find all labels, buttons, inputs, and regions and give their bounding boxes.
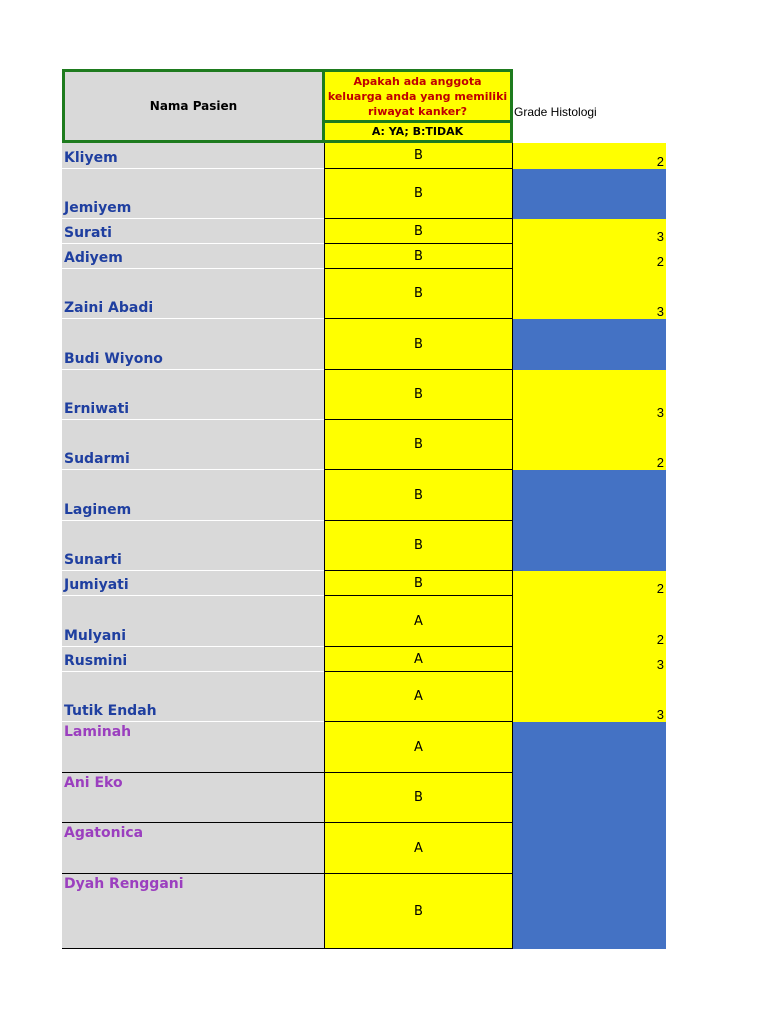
patient-name: Erniwati [64, 401, 130, 417]
answer-value: B [414, 148, 423, 163]
name-cell[interactable] [62, 370, 325, 420]
answer-value: B [414, 538, 423, 553]
grade-cell[interactable] [513, 874, 666, 949]
patient-name: Ani Eko [64, 775, 123, 791]
patient-name: Jumiyati [64, 577, 129, 593]
answer-value: A [414, 651, 423, 667]
answer-cell[interactable] [324, 319, 513, 370]
grade-cell[interactable] [513, 319, 666, 370]
answer-cell[interactable] [324, 269, 513, 319]
answer-cell[interactable] [324, 219, 513, 244]
grade-value: 2 [656, 581, 664, 596]
grade-value: 3 [656, 657, 664, 672]
answer-cell[interactable] [324, 823, 513, 874]
answer-value: B [414, 336, 423, 352]
patient-name: Jemiyem [64, 200, 132, 216]
patient-name: Zaini Abadi [64, 300, 154, 316]
name-cell[interactable] [62, 319, 325, 370]
header-nama-pasien[interactable] [62, 69, 325, 143]
patient-name: Budi Wiyono [64, 351, 163, 367]
answer-cell[interactable] [324, 874, 513, 949]
grade-cell[interactable] [513, 470, 666, 521]
grade-cell[interactable] [513, 521, 666, 571]
answer-value: B [414, 286, 423, 301]
header-grade-label: Grade Histologi [514, 105, 597, 119]
answer-cell[interactable] [324, 370, 513, 420]
name-cell[interactable] [62, 722, 325, 773]
name-cell[interactable] [62, 169, 325, 219]
answer-value: B [414, 790, 423, 805]
name-cell[interactable] [62, 874, 325, 949]
answer-value: A [414, 613, 423, 629]
patient-name: Surati [64, 225, 112, 241]
name-cell[interactable] [62, 420, 325, 470]
grade-cell[interactable] [513, 571, 666, 596]
grade-value: 2 [656, 632, 664, 647]
answer-value: B [414, 186, 423, 201]
name-cell[interactable] [62, 244, 325, 269]
answer-cell[interactable] [324, 521, 513, 571]
answer-cell[interactable] [324, 169, 513, 219]
grade-cell[interactable] [513, 823, 666, 874]
answer-cell[interactable] [324, 143, 513, 169]
answer-cell[interactable] [324, 596, 513, 647]
grade-cell[interactable] [513, 244, 666, 269]
grade-cell[interactable] [513, 596, 666, 647]
grade-value: 2 [656, 254, 664, 269]
patient-name: Mulyani [64, 628, 127, 644]
header-options[interactable] [322, 120, 513, 143]
grade-cell[interactable] [513, 169, 666, 219]
header-question[interactable] [322, 69, 513, 123]
name-cell[interactable] [62, 521, 325, 571]
header-options-label: A: YA; B:TIDAK [371, 125, 464, 138]
name-cell[interactable] [62, 773, 325, 823]
patient-name: Tutik Endah [64, 703, 157, 719]
answer-cell[interactable] [324, 244, 513, 269]
grade-cell[interactable] [513, 219, 666, 244]
name-cell[interactable] [62, 596, 325, 647]
name-cell[interactable] [62, 143, 325, 169]
answer-value: B [414, 487, 423, 503]
grade-cell[interactable] [513, 370, 666, 420]
answer-value: B [414, 248, 423, 264]
table-bottom-border [62, 948, 325, 949]
answer-cell[interactable] [324, 773, 513, 823]
answer-value: A [414, 739, 423, 755]
grade-cell[interactable] [513, 672, 666, 722]
name-cell[interactable] [62, 672, 325, 722]
grade-value: 3 [656, 229, 664, 244]
patient-name: Kliyem [64, 150, 118, 166]
patient-name: Laginem [64, 502, 132, 518]
patient-name: Rusmini [64, 653, 128, 669]
patient-name: Sunarti [64, 552, 122, 568]
answer-value: A [414, 840, 423, 856]
answer-value: B [414, 387, 423, 402]
header-grade-histologi[interactable] [514, 100, 664, 124]
name-cell[interactable] [62, 647, 325, 672]
answer-value: A [414, 689, 423, 704]
answer-value: B [414, 575, 423, 591]
answer-cell[interactable] [324, 722, 513, 773]
answer-cell[interactable] [324, 420, 513, 470]
answer-value: B [414, 903, 423, 919]
patient-name: Laminah [64, 724, 132, 740]
patient-name: Agatonica [64, 825, 144, 841]
grade-cell[interactable] [513, 773, 666, 823]
name-cell[interactable] [62, 823, 325, 874]
answer-value: B [414, 437, 423, 452]
grade-value: 3 [656, 405, 664, 420]
patient-name: Adiyem [64, 250, 123, 266]
grade-cell[interactable] [513, 722, 666, 773]
grade-value: 2 [656, 455, 664, 470]
grade-value: 3 [656, 304, 664, 319]
name-cell[interactable] [62, 269, 325, 319]
grade-cell[interactable] [513, 420, 666, 470]
answer-cell[interactable] [324, 571, 513, 596]
grade-value: 3 [656, 707, 664, 722]
answer-cell[interactable] [324, 647, 513, 672]
grade-value: 2 [656, 154, 664, 169]
patient-name: Sudarmi [64, 451, 130, 467]
name-cell[interactable] [62, 571, 325, 596]
name-cell[interactable] [62, 219, 325, 244]
answer-cell[interactable] [324, 672, 513, 722]
header-nama-pasien-label: Nama Pasien [149, 99, 238, 113]
grade-cell[interactable] [513, 143, 666, 169]
grade-cell[interactable] [513, 647, 666, 672]
grade-cell[interactable] [513, 269, 666, 319]
patient-name: Dyah Renggani [64, 876, 184, 892]
answer-cell[interactable] [324, 470, 513, 521]
answer-value: B [414, 223, 423, 239]
name-cell[interactable] [62, 470, 325, 521]
header-question-label: Apakah ada anggota keluarga anda yang memiliki riwayat kanker? [327, 74, 508, 118]
